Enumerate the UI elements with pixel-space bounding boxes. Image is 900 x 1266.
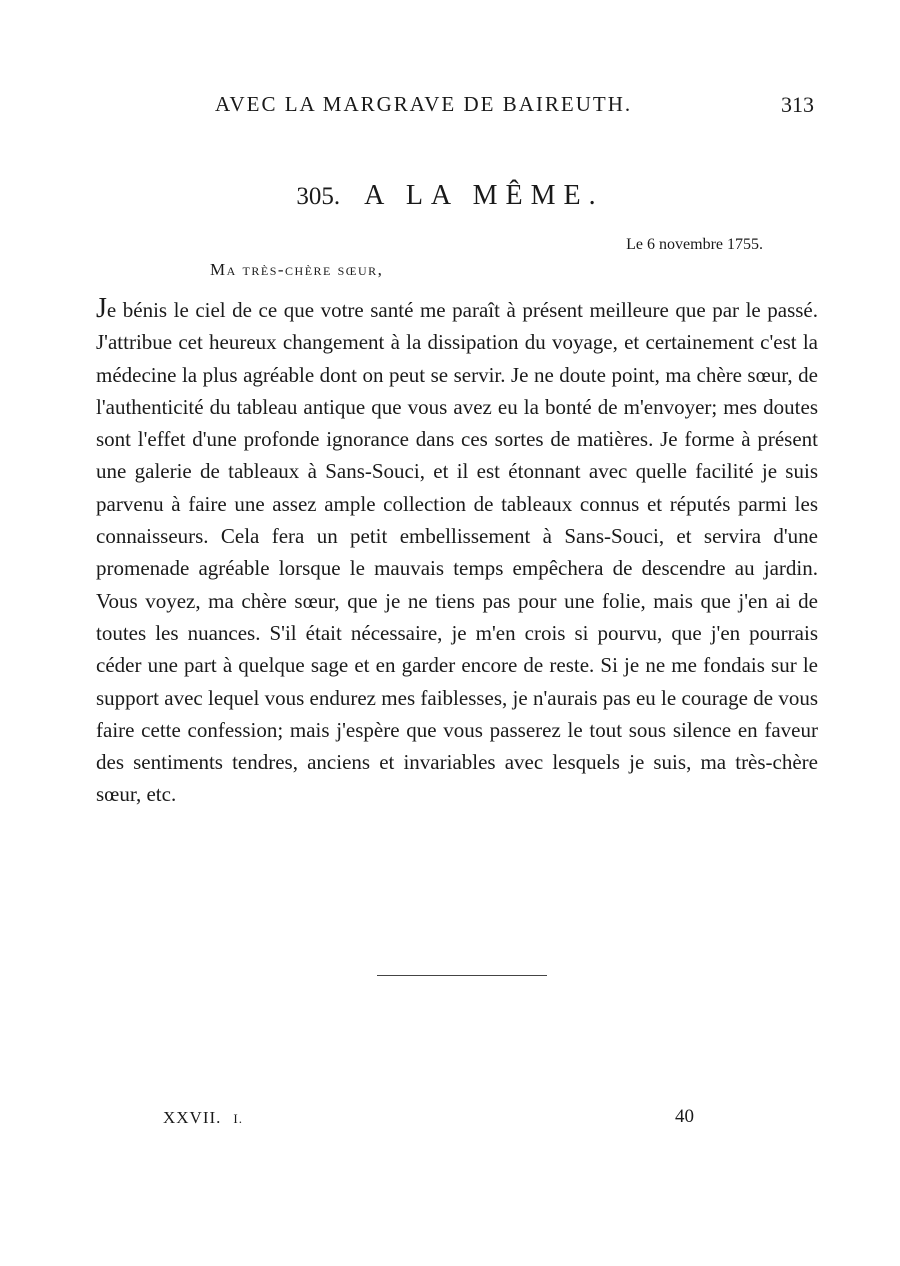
letter-number: 305.: [296, 183, 341, 210]
salutation: Ma très-chère sœur,: [210, 260, 384, 279]
initial-letter: J: [96, 293, 107, 324]
separator-rule: [377, 975, 547, 976]
volume-signature: [163, 1108, 243, 1128]
signature-number: 40: [675, 1106, 694, 1127]
volume-number: XXVII.: [163, 1108, 222, 1127]
letter-date: Le 6 novembre 1755.: [626, 236, 763, 253]
letter-body: [96, 293, 818, 811]
volume-part: I.: [233, 1111, 243, 1126]
letter-heading: A LA MÊME.: [364, 180, 604, 211]
page-number: 313: [781, 92, 814, 117]
letter-body-text: e bénis le ciel de ce que votre santé me paraît à présent meilleure que par le passé. J'attribue cet heureux changement à la dissipation du voyage, et certainement c'est la médecine la plus agréable dont on peut se servir. Je ne doute point, ma chère sœur, de l'authenticité du tableau antique que vous avez eu la bonté de m'envoyer; mes doutes sont l'effet d'une profonde ignorance dans ces sortes de matières. Je forme à présent une galerie de tableaux à Sans-Souci, et il est étonnant avec quelle facilité je suis parvenu à faire une assez ample collection de tableaux connus et réputés parmi les connaisseurs. Cela fera un petit embellissement à Sans-Souci, et servira d'une promenade agréable lorsque le mauvais temps empêchera de descendre au jardin. Vous voyez, ma chère sœur, que je ne tiens pas pour une folie, mais que j'en ai de toutes les nuances. S'il était nécessaire, je m'en crois si pourvu, que j'en pourrais céder une part à quelque sage et en garder encore de reste. Si je ne me fondais sur le support avec lequel vous endurez mes faiblesses, je n'aurais pas eu le courage de vous faire cette confession; mais j'espère que vous passerez le tout sous silence en faveur des sentiments tendres, anciens et invariables avec lesquels je suis, ma très-chère sœur, etc.: [96, 298, 818, 807]
letter-title: [0, 180, 900, 212]
running-head-title: AVEC LA MARGRAVE DE BAIREUTH.: [215, 92, 633, 116]
